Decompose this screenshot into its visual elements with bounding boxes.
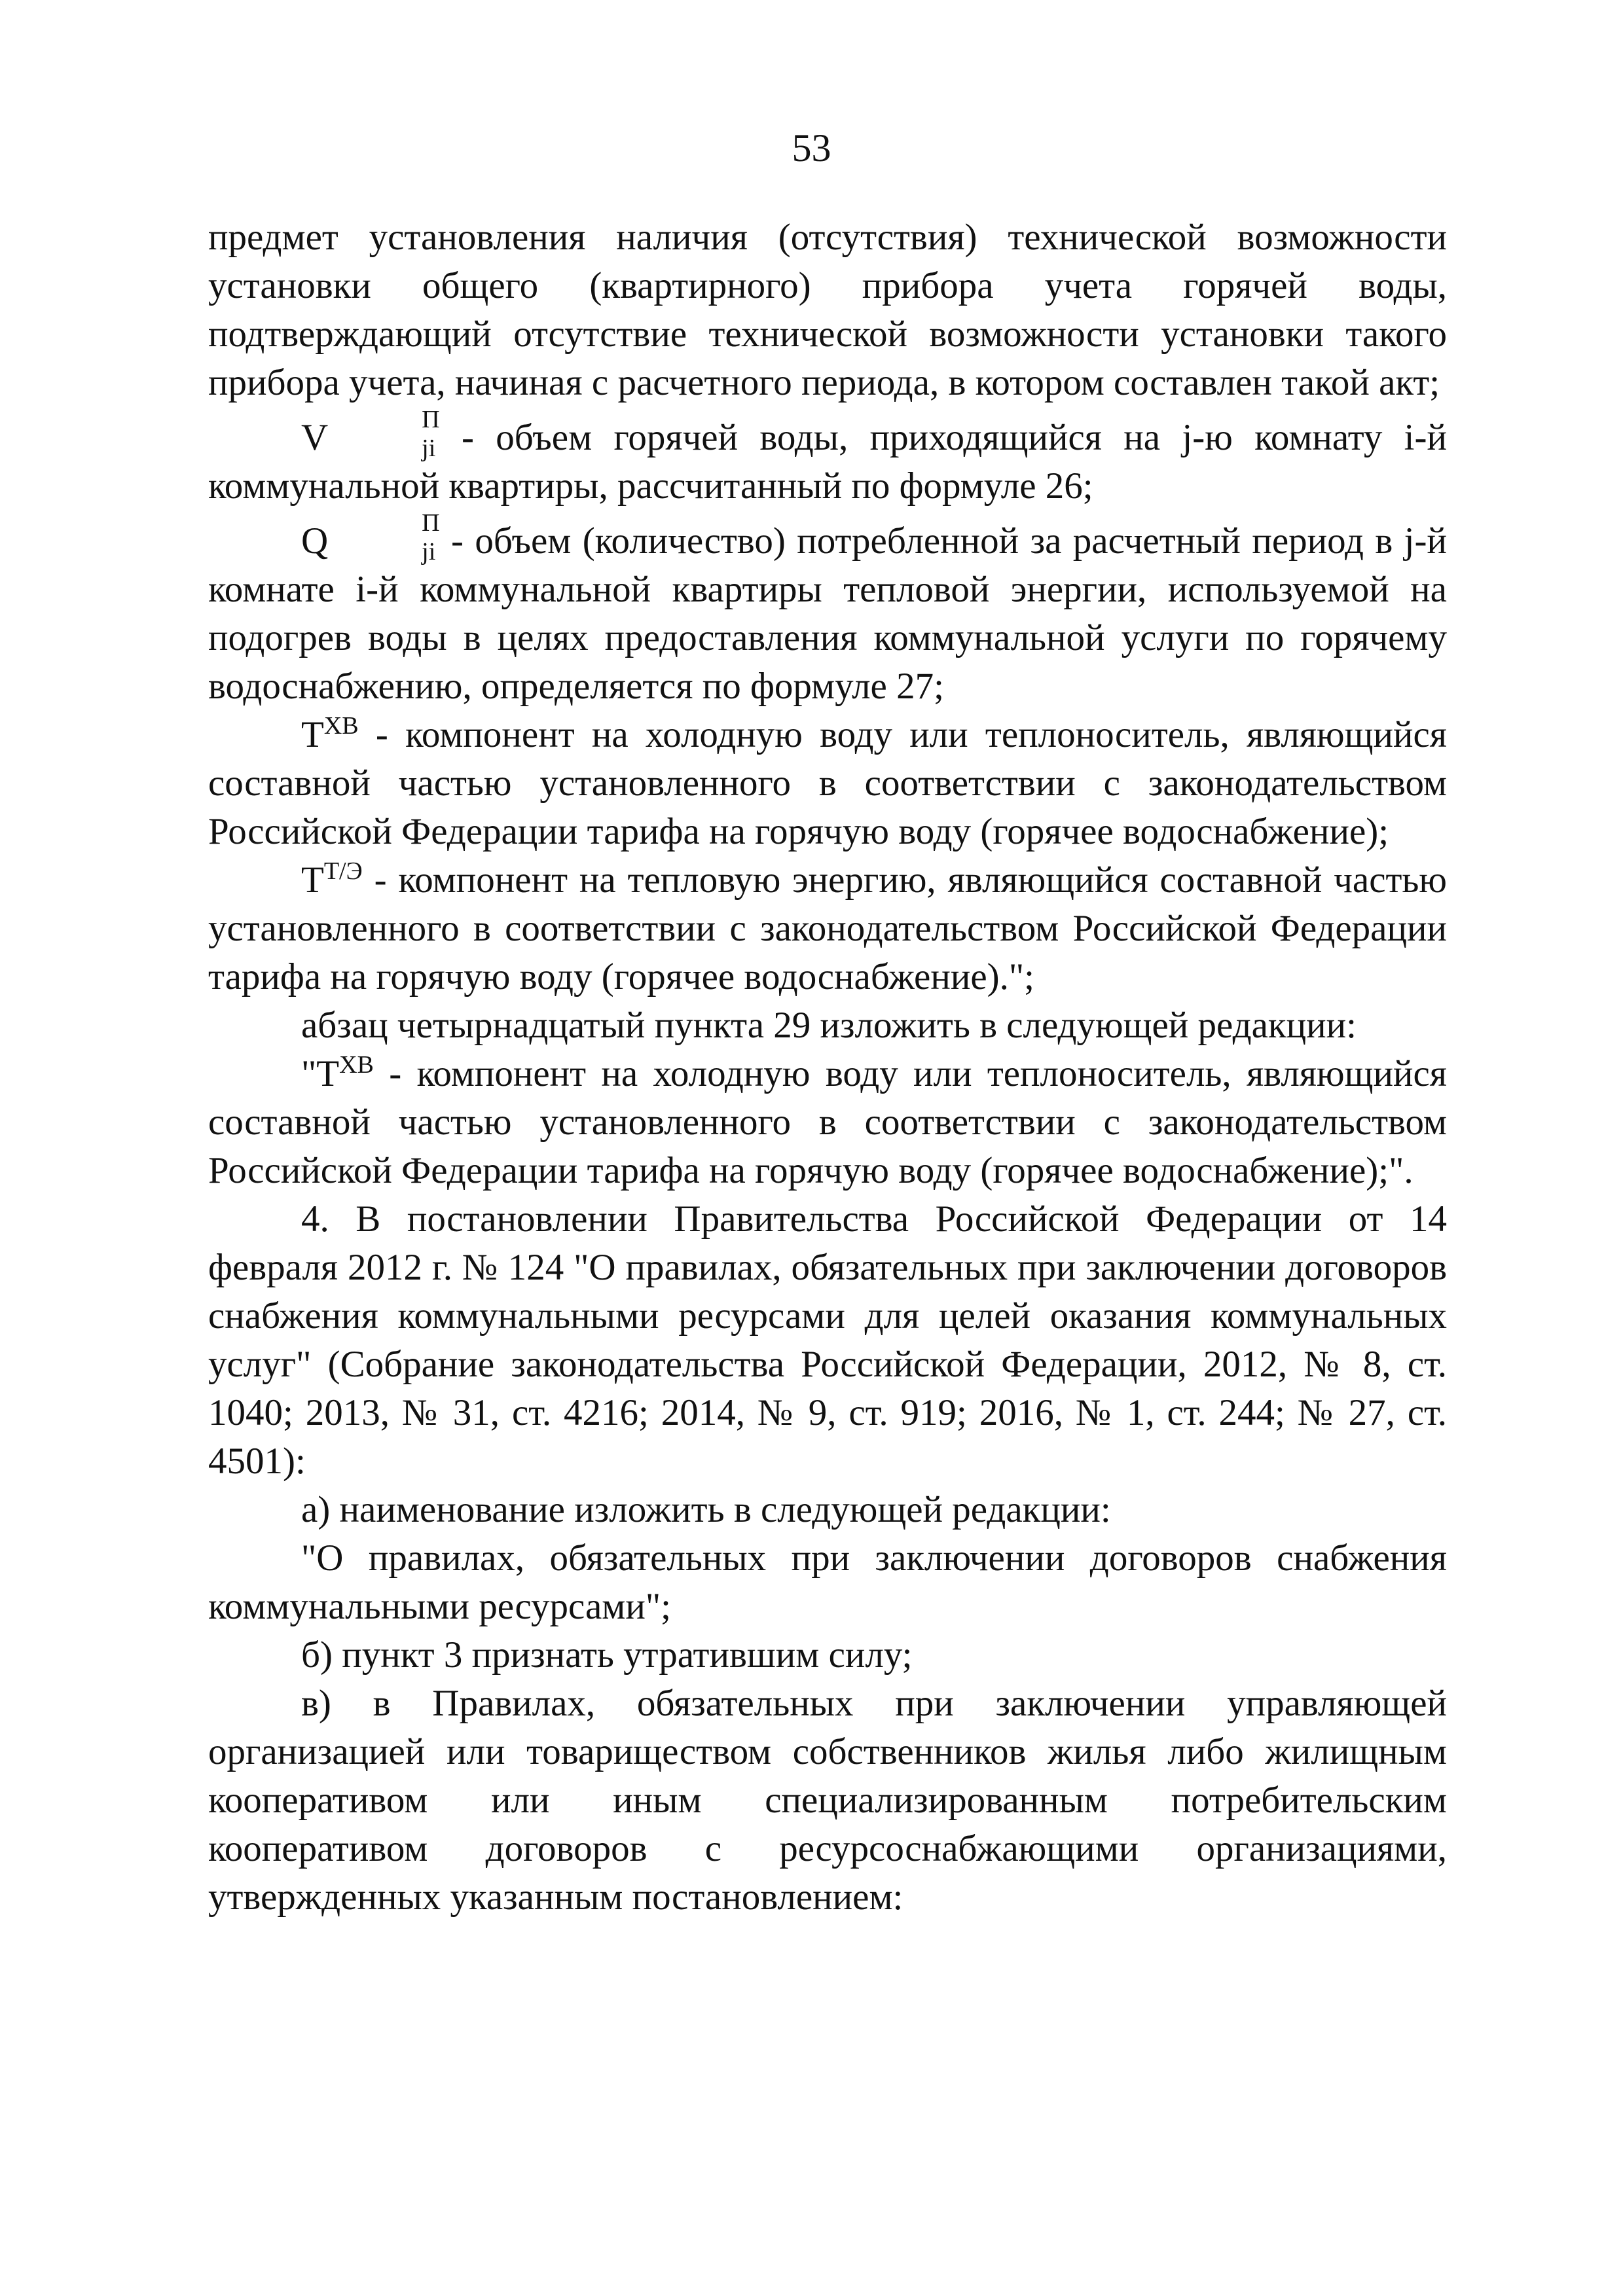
paragraph-amendment-intro: абзац четырнадцатый пункта 29 изложить в следующей редакции:	[301, 1005, 1357, 1046]
page-number: 53	[792, 126, 831, 170]
document-body	[208, 213, 1447, 1922]
symbol-q: Q П ji	[301, 509, 440, 565]
symbol-t-te: $T^{Т/Э}$	[301, 857, 363, 901]
paragraph-t-hv-new-text: "$T^{ХВ}$ - компонент на холодную воду или теплоноситель, являющийся составной частью установленного в соответствии с законодательством Российской Федерации тарифа на горячую воду (горячее водоснабжение);".	[208, 1051, 1448, 1191]
paragraph-item-a: а) наименование изложить в следующей редакции:	[301, 1489, 1111, 1530]
paragraph-act-definition: предмет установления наличия (отсутствия) технической возможности установки общего (квартирного) прибора учета горячей воды, подтверждающий отсутствие технической возможности установки такого прибора учета, начиная с расчетного периода, в котором составлен такой акт;	[208, 217, 1447, 403]
paragraph-q-definition: Q П ji - объем (количество) потребленной за расчетный период в j-й комнате i-й коммунальной квартиры тепловой энергии, используемой на подогрев воды в целях предоставления коммунальной услуги по горячему водоснабжению, определяется по формуле 27;	[208, 509, 1448, 707]
paragraph-v-definition: V П ji - объем горячей воды, приходящийся на j-ю комнату i-й коммунальной квартиры, рассчитанный по формуле 26;	[208, 406, 1448, 507]
paragraph-item-4: 4. В постановлении Правительства Российской Федерации от 14 февраля 2012 г. № 124 "О правилах, обязательных при заключении договоров снабжения коммунальными ресурсами для целей оказания коммунальных услуг" (Собрание законодательства Российской Федерации, 2012, № 8, ст. 1040; 2013, № 31, ст. 4216; 2014, № 9, ст. 919; 2016, № 1, ст. 244; № 27, ст. 4501):	[208, 1198, 1447, 1482]
paragraph-item-v: в) в Правилах, обязательных при заключении управляющей организацией или товариществом собственников жилья либо жилищным кооперативом или иным специализированным потребительским кооперативом договоров с ресурсоснабжающими организациями, утвержденных указанным постановлением:	[208, 1683, 1447, 1918]
paragraph-new-title: "О правилах, обязательных при заключении договоров снабжения коммунальными ресурсами";	[208, 1537, 1447, 1627]
symbol-t-hv: $T^{ХВ}$	[301, 712, 359, 755]
paragraph-item-b: б) пункт 3 признать утратившим силу;	[301, 1634, 913, 1676]
symbol-t-hv-quoted: "$T^{ХВ}$	[301, 1051, 374, 1094]
paragraph-t-hv-definition: $T^{ХВ}$ - компонент на холодную воду или теплоноситель, являющийся составной частью установленного в соответствии с законодательством Российской Федерации тарифа на горячую воду (горячее водоснабжение);	[208, 712, 1447, 852]
paragraph-t-te-definition: $T^{Т/Э}$ - компонент на тепловую энергию, являющийся составной частью установленного в соответствии с законодательством Российской Федерации тарифа на горячую воду (горячее водоснабжение).";	[208, 857, 1447, 997]
symbol-v: V П ji	[301, 406, 440, 462]
